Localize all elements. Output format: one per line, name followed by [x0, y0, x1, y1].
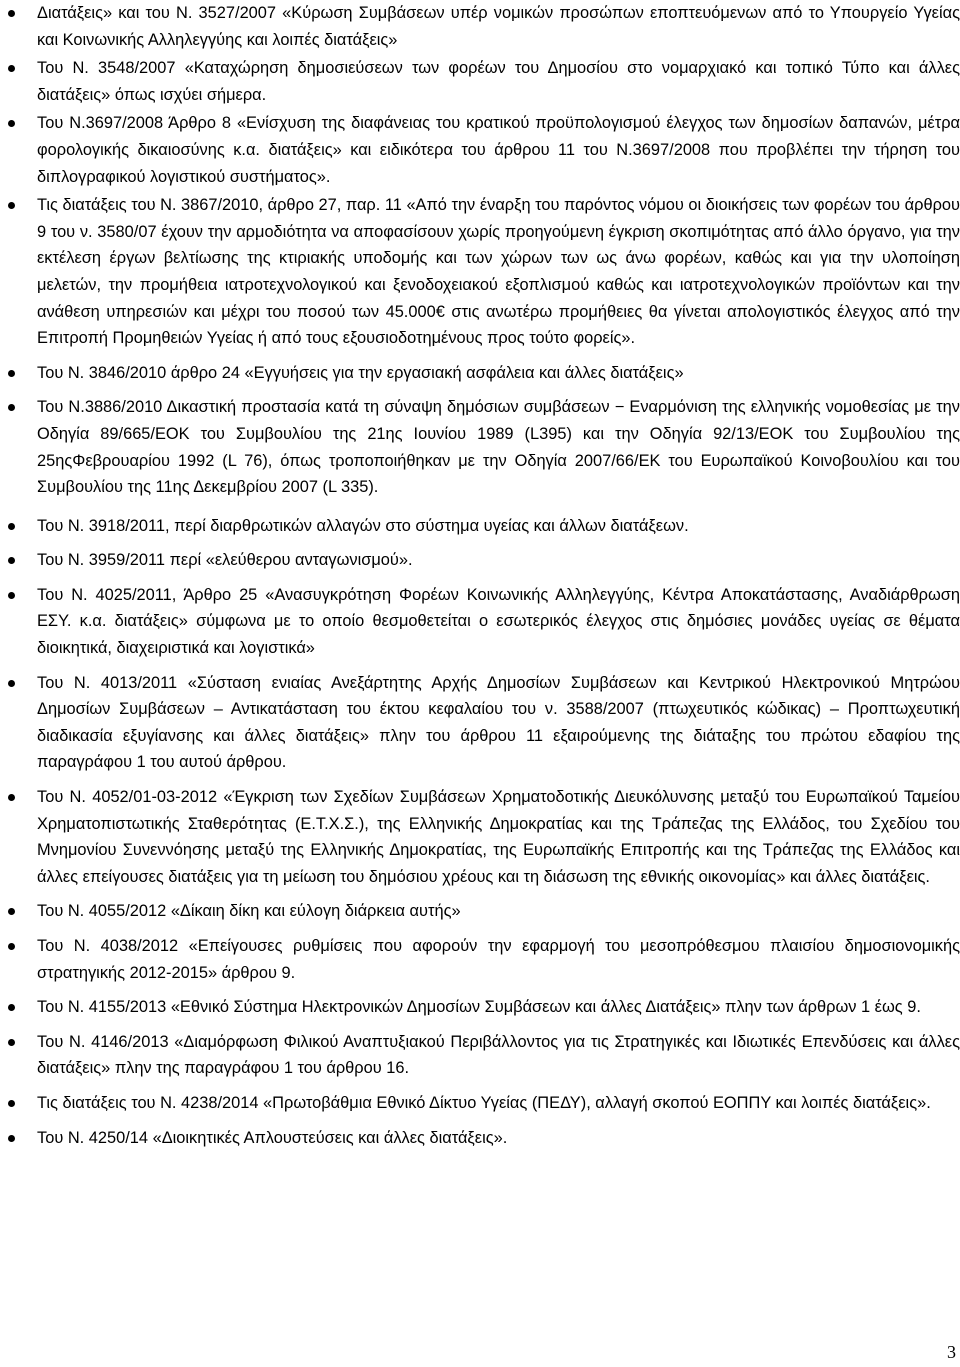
list-item-text: Τις διατάξεις του Ν. 3867/2010, άρθρο 27, παρ. 11 «Από την έναρξη του παρόντος νόμου οι διοικήσεις των φορέων του άρθρου 9 του ν. 3580/07 έχουν την αρμοδιότητα να αποφασίσουν χωρίς προηγούμενη έγκριση σκοπιμότητας από άλλο όργανο, για την εκτέλεση έργων βελτίωσης της κτιριακής υποδομής και των χώρων των ως άνω φορέων, καθώς και για την υλοποίηση μελετών, την προμήθεια ιατροτεχνολογικού και ξενοδοχειακού εξοπλισμού καθώς και ιατροτεχνολογικών προϊόντων και την ανάθεση υπηρεσιών και μέχρι του ποσού των 45.000€ στις ανωτέρω προμήθειες θα γίνεται απολογιστικός έλεγχος από την Επιτροπή Προμηθειών Υγείας ή από τους εξουσιοδοτημένους προς τούτο φορείς». — [37, 196, 960, 348]
list-item — [0, 513, 960, 540]
list-item-text: Του Ν. 4055/2012 «Δίκαιη δίκη και εύλογη διάρκεια αυτής» — [37, 902, 461, 921]
bullet-icon — [8, 1004, 15, 1011]
list-item-text: Του Ν. 4155/2013 «Εθνικό Σύστημα Ηλεκτρονικών Δημοσίων Συμβάσεων και άλλες Διατάξεις» πλην των άρθρων 1 έως 9. — [37, 998, 921, 1017]
list-item-text: Του Ν. 3918/2011, περί διαρθρωτικών αλλαγών στο σύστημα υγείας και άλλων διατάξεων. — [37, 516, 689, 535]
list-item — [0, 394, 960, 500]
bullet-icon — [8, 120, 15, 127]
list-item-text: Του Ν. 4038/2012 «Επείγουσες ρυθμίσεις που αφορούν την εφαρμογή του μεσοπρόθεσμου πλαισίου δημοσιονομικής στρατηγικής 2012-2015» άρθρου 9. — [37, 937, 960, 982]
list-item-text: Του Ν. 4250/14 «Διοικητικές Απλουστεύσεις και άλλες διατάξεις». — [37, 1128, 508, 1147]
bullet-icon — [8, 404, 15, 411]
list-item-text: Του Ν. 4052/01-03-2012 «Έγκριση των Σχεδίων Συμβάσεων Χρηματοδοτικής Διευκόλυνσης μεταξύ του Ευρωπαϊκού Ταμείου Χρηματοπιστωτικής Σταθερότητας (Ε.Τ.Χ.Σ.), της Ελληνικής Δημοκρατίας και της Τράπεζας της Ελλάδος, του Σχεδίου του Μνημονίου Συνεννόησης μεταξύ της Ελληνικής Δημοκρατίας, της Ευρωπαϊκής Επιτροπής και της Τράπεζας της Ελλάδος και άλλες επείγουσες διατάξεις για τη μείωση του δημόσιου χρέους και τη διάσωση της εθνικής οικονομίας» και άλλες διατάξεις. — [37, 788, 960, 886]
list-item — [0, 784, 960, 890]
bullet-icon — [8, 65, 15, 72]
bullet-icon — [8, 370, 15, 377]
page-number: 3 — [947, 1342, 956, 1362]
list-item-text: Του Ν. 4146/2013 «Διαμόρφωση Φιλικού Αναπτυξιακού Περιβάλλοντος για τις Στρατηγικές και Ιδιωτικές Επενδύσεις και άλλες διατάξεις» πλην της παραγράφου 1 του άρθρου 16. — [37, 1032, 960, 1078]
bullet-icon — [8, 557, 15, 564]
list-item-text: Του Ν. 3846/2010 άρθρο 24 «Εγγυήσεις για την εργασιακή ασφάλεια και άλλες διατάξεις» — [37, 363, 684, 382]
bullet-icon — [8, 10, 15, 17]
list-item — [0, 670, 960, 776]
list-item-text: Τις διατάξεις του Ν. 4238/2014 «Πρωτοβάθμια Εθνικό Δίκτυο Υγείας (ΠΕΔΥ), αλλαγή σκοπού ΕΟΠΠΥ και λοιπές διατάξεις». — [37, 1093, 931, 1112]
list-item — [0, 547, 960, 574]
bullet-icon — [8, 202, 15, 209]
list-item — [0, 994, 960, 1021]
list-item — [0, 110, 960, 190]
list-item — [0, 192, 960, 352]
list-item-text: Του Ν.3886/2010 Δικαστική προστασία κατά τη σύναψη δημόσιων συμβάσεων − Εναρμόνιση της ελληνικής νομοθεσίας με την Οδηγία 89/665/ΕΟΚ του Συμβουλίου της 21ης Ιουνίου 1989 (L395) και την Οδηγία 92/13/ΕΟΚ του Συμβουλίου της 25ηςΦεβρουαρίου 1992 (L 76), όπως τροποποιήθηκαν με την Οδηγία 2007/66/ΕΚ του Ευρωπαϊκού Κοινοβουλίου και του Συμβουλίου της 11ης Δεκεμβρίου 2007 (L 335). — [37, 398, 960, 497]
list-item — [0, 1090, 960, 1117]
list-item — [0, 0, 960, 53]
list-item-text: Του Ν.3697/2008 Άρθρο 8 «Ενίσχυση της διαφάνειας του κρατικού προϋπολογισμού έλεγχος των δημοσίων δαπανών, μέτρα φορολογικής δικαιοσύνης κ.α. διατάξεις» και ειδικότερα του άρθρου 11 του Ν.3697/2008 που προβλέπει την τήρηση του διπλογραφικού λογιστικού συστήματος». — [37, 114, 960, 186]
list-item — [0, 898, 960, 925]
bullet-icon — [8, 680, 15, 687]
bullet-icon — [8, 794, 15, 801]
list-item — [0, 55, 960, 108]
bullet-icon — [8, 1100, 15, 1107]
list-item-text: Του Ν. 3548/2007 «Καταχώρηση δημοσιεύσεων των φορέων του Δημοσίου στο νομαρχιακό και τοπικό Τύπο και άλλες διατάξεις» όπως ισχύει σήμερα. — [37, 59, 960, 104]
bullet-icon — [8, 943, 15, 950]
bullet-icon — [8, 1135, 15, 1142]
list-item — [0, 360, 960, 387]
list-item-text: Διατάξεις» και του Ν. 3527/2007 «Κύρωση Συμβάσεων υπέρ νομικών προσώπων εποπτευόμενων από το Υπουργείο Υγείας και Κοινωνικής Αλληλεγγύης και λοιπές διατάξεις» — [37, 4, 960, 49]
bullet-icon — [8, 523, 15, 530]
bullet-icon — [8, 1039, 15, 1046]
list-item-text: Του Ν. 4013/2011 «Σύσταση ενιαίας Ανεξάρτητης Αρχής Δημοσίων Συμβάσεων και Κεντρικού Ηλεκτρονικού Μητρώου Δημοσίων Συμβάσεων – Αντικατάσταση του έκτου κεφαλαίου του ν. 3588/2007 (πτωχευτικός κώδικας) – Προπτωχευτική διαδικασία εξυγίανσης και άλλες διατάξεις» πλην του άρθρου 11 εξαιρούμενης της διάταξης του πρώτου εδαφίου της παραγράφου 1 του αυτού άρθρου. — [37, 673, 960, 772]
list-item-text: Του Ν. 3959/2011 περί «ελεύθερου ανταγωνισμού». — [37, 551, 413, 570]
list-item — [0, 1029, 960, 1082]
list-item — [0, 582, 960, 662]
list-item-text: Του Ν. 4025/2011, Άρθρο 25 «Ανασυγκρότηση Φορέων Κοινωνικής Αλληλεγγύης, Κέντρα Αποκατάστασης, Αναδιάρθρωση ΕΣΥ. κ.α. διατάξεις» σύμφωνα με το οποίο θεσμοθετείται ο εσωτερικός έλεγχος στις δημόσιες μονάδες υγείας σε θέματα διοικητικά, διαχειριστικά και λογιστικά» — [37, 585, 960, 658]
bullet-icon — [8, 908, 15, 915]
list-item — [0, 933, 960, 986]
bullet-icon — [8, 592, 15, 599]
list-item — [0, 1125, 960, 1152]
